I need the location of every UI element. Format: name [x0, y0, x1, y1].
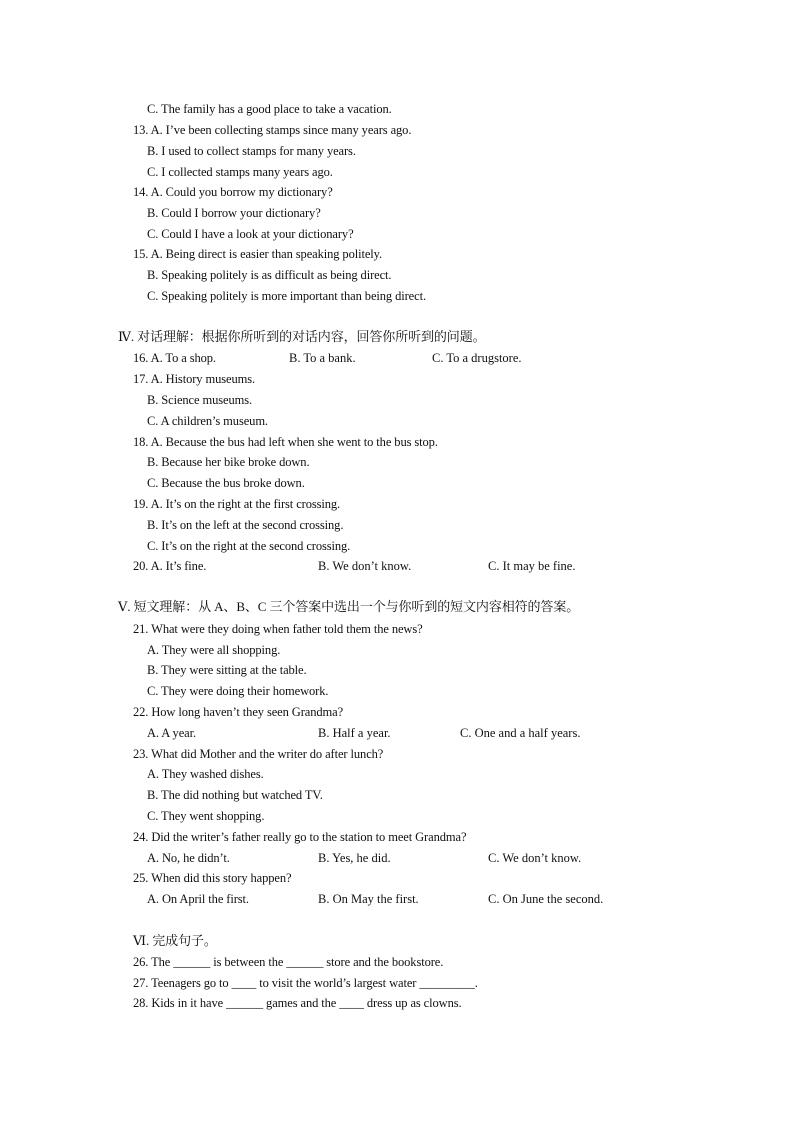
option-20c: C. It may be fine.	[488, 559, 576, 573]
option-13c: C. I collected stamps many years ago.	[147, 165, 333, 179]
option-25b: B. On May the first.	[318, 892, 419, 906]
question-17a: 17. A. History museums.	[133, 372, 256, 386]
option-22a: A. A year.	[147, 726, 196, 740]
option-17c: C. A children’s museum.	[147, 414, 268, 428]
option-21b: B. They were sitting at the table.	[147, 663, 307, 677]
question-16a: 16. A. To a shop.	[133, 351, 216, 365]
option-16c: C. To a drugstore.	[432, 351, 522, 365]
option-18c: C. Because the bus broke down.	[147, 476, 305, 490]
question-18a: 18. A. Because the bus had left when she went to the bus stop.	[133, 435, 438, 449]
section-5-heading: Ⅴ. 短文理解：从 A、B、C 三个答案中选出一个与你听到的短文内容相符的答案。	[118, 599, 580, 614]
option-23a: A. They washed dishes.	[147, 767, 264, 781]
question-27: 27. Teenagers go to ____ to visit the world’s largest water _________.	[133, 976, 478, 990]
option-16b: B. To a bank.	[289, 351, 356, 365]
option-22c: C. One and a half years.	[460, 726, 581, 740]
section-4-heading: Ⅳ. 对话理解：根据你所听到的对话内容，回答你所听到的问题。	[118, 329, 486, 344]
option-22b: B. Half a year.	[318, 726, 391, 740]
question-25: 25. When did this story happen?	[133, 871, 292, 885]
question-22: 22. How long haven’t they seen Grandma?	[133, 705, 344, 719]
option-19c: C. It’s on the right at the second crossing.	[147, 539, 351, 553]
option-14b: B. Could I borrow your dictionary?	[147, 206, 321, 220]
option-21a: A. They were all shopping.	[147, 643, 281, 657]
option-15c: C. Speaking politely is more important than being direct.	[147, 289, 426, 303]
option-24a: A. No, he didn’t.	[147, 851, 230, 865]
question-21: 21. What were they doing when father told them the news?	[133, 622, 423, 636]
option-20b: B. We don’t know.	[318, 559, 412, 573]
option-18b: B. Because her bike broke down.	[147, 455, 310, 469]
question-14a: 14. A. Could you borrow my dictionary?	[133, 185, 333, 199]
section-6-heading: Ⅵ. 完成句子。	[133, 933, 217, 948]
option-23c: C. They went shopping.	[147, 809, 265, 823]
option-17b: B. Science museums.	[147, 393, 253, 407]
option-25c: C. On June the second.	[488, 892, 604, 906]
question-26: 26. The ______ is between the ______ store and the bookstore.	[133, 955, 444, 969]
question-15a: 15. A. Being direct is easier than speaking politely.	[133, 247, 383, 261]
question-13a: 13. A. I’ve been collecting stamps since many years ago.	[133, 123, 412, 137]
option-13b: B. I used to collect stamps for many years.	[147, 144, 356, 158]
question-23: 23. What did Mother and the writer do after lunch?	[133, 747, 384, 761]
question-24: 24. Did the writer’s father really go to the station to meet Grandma?	[133, 830, 467, 844]
option-12c: C. The family has a good place to take a vacation.	[147, 102, 392, 116]
option-24b: B. Yes, he did.	[318, 851, 391, 865]
question-28: 28. Kids in it have ______ games and the ____ dress up as clowns.	[133, 996, 462, 1010]
option-25a: A. On April the first.	[147, 892, 249, 906]
option-21c: C. They were doing their homework.	[147, 684, 329, 698]
question-19a: 19. A. It’s on the right at the first crossing.	[133, 497, 341, 511]
option-15b: B. Speaking politely is as difficult as being direct.	[147, 268, 392, 282]
option-19b: B. It’s on the left at the second crossing.	[147, 518, 344, 532]
option-24c: C. We don’t know.	[488, 851, 582, 865]
question-20a: 20. A. It’s fine.	[133, 559, 207, 573]
option-23b: B. The did nothing but watched TV.	[147, 788, 323, 802]
option-14c: C. Could I have a look at your dictionary?	[147, 227, 354, 241]
